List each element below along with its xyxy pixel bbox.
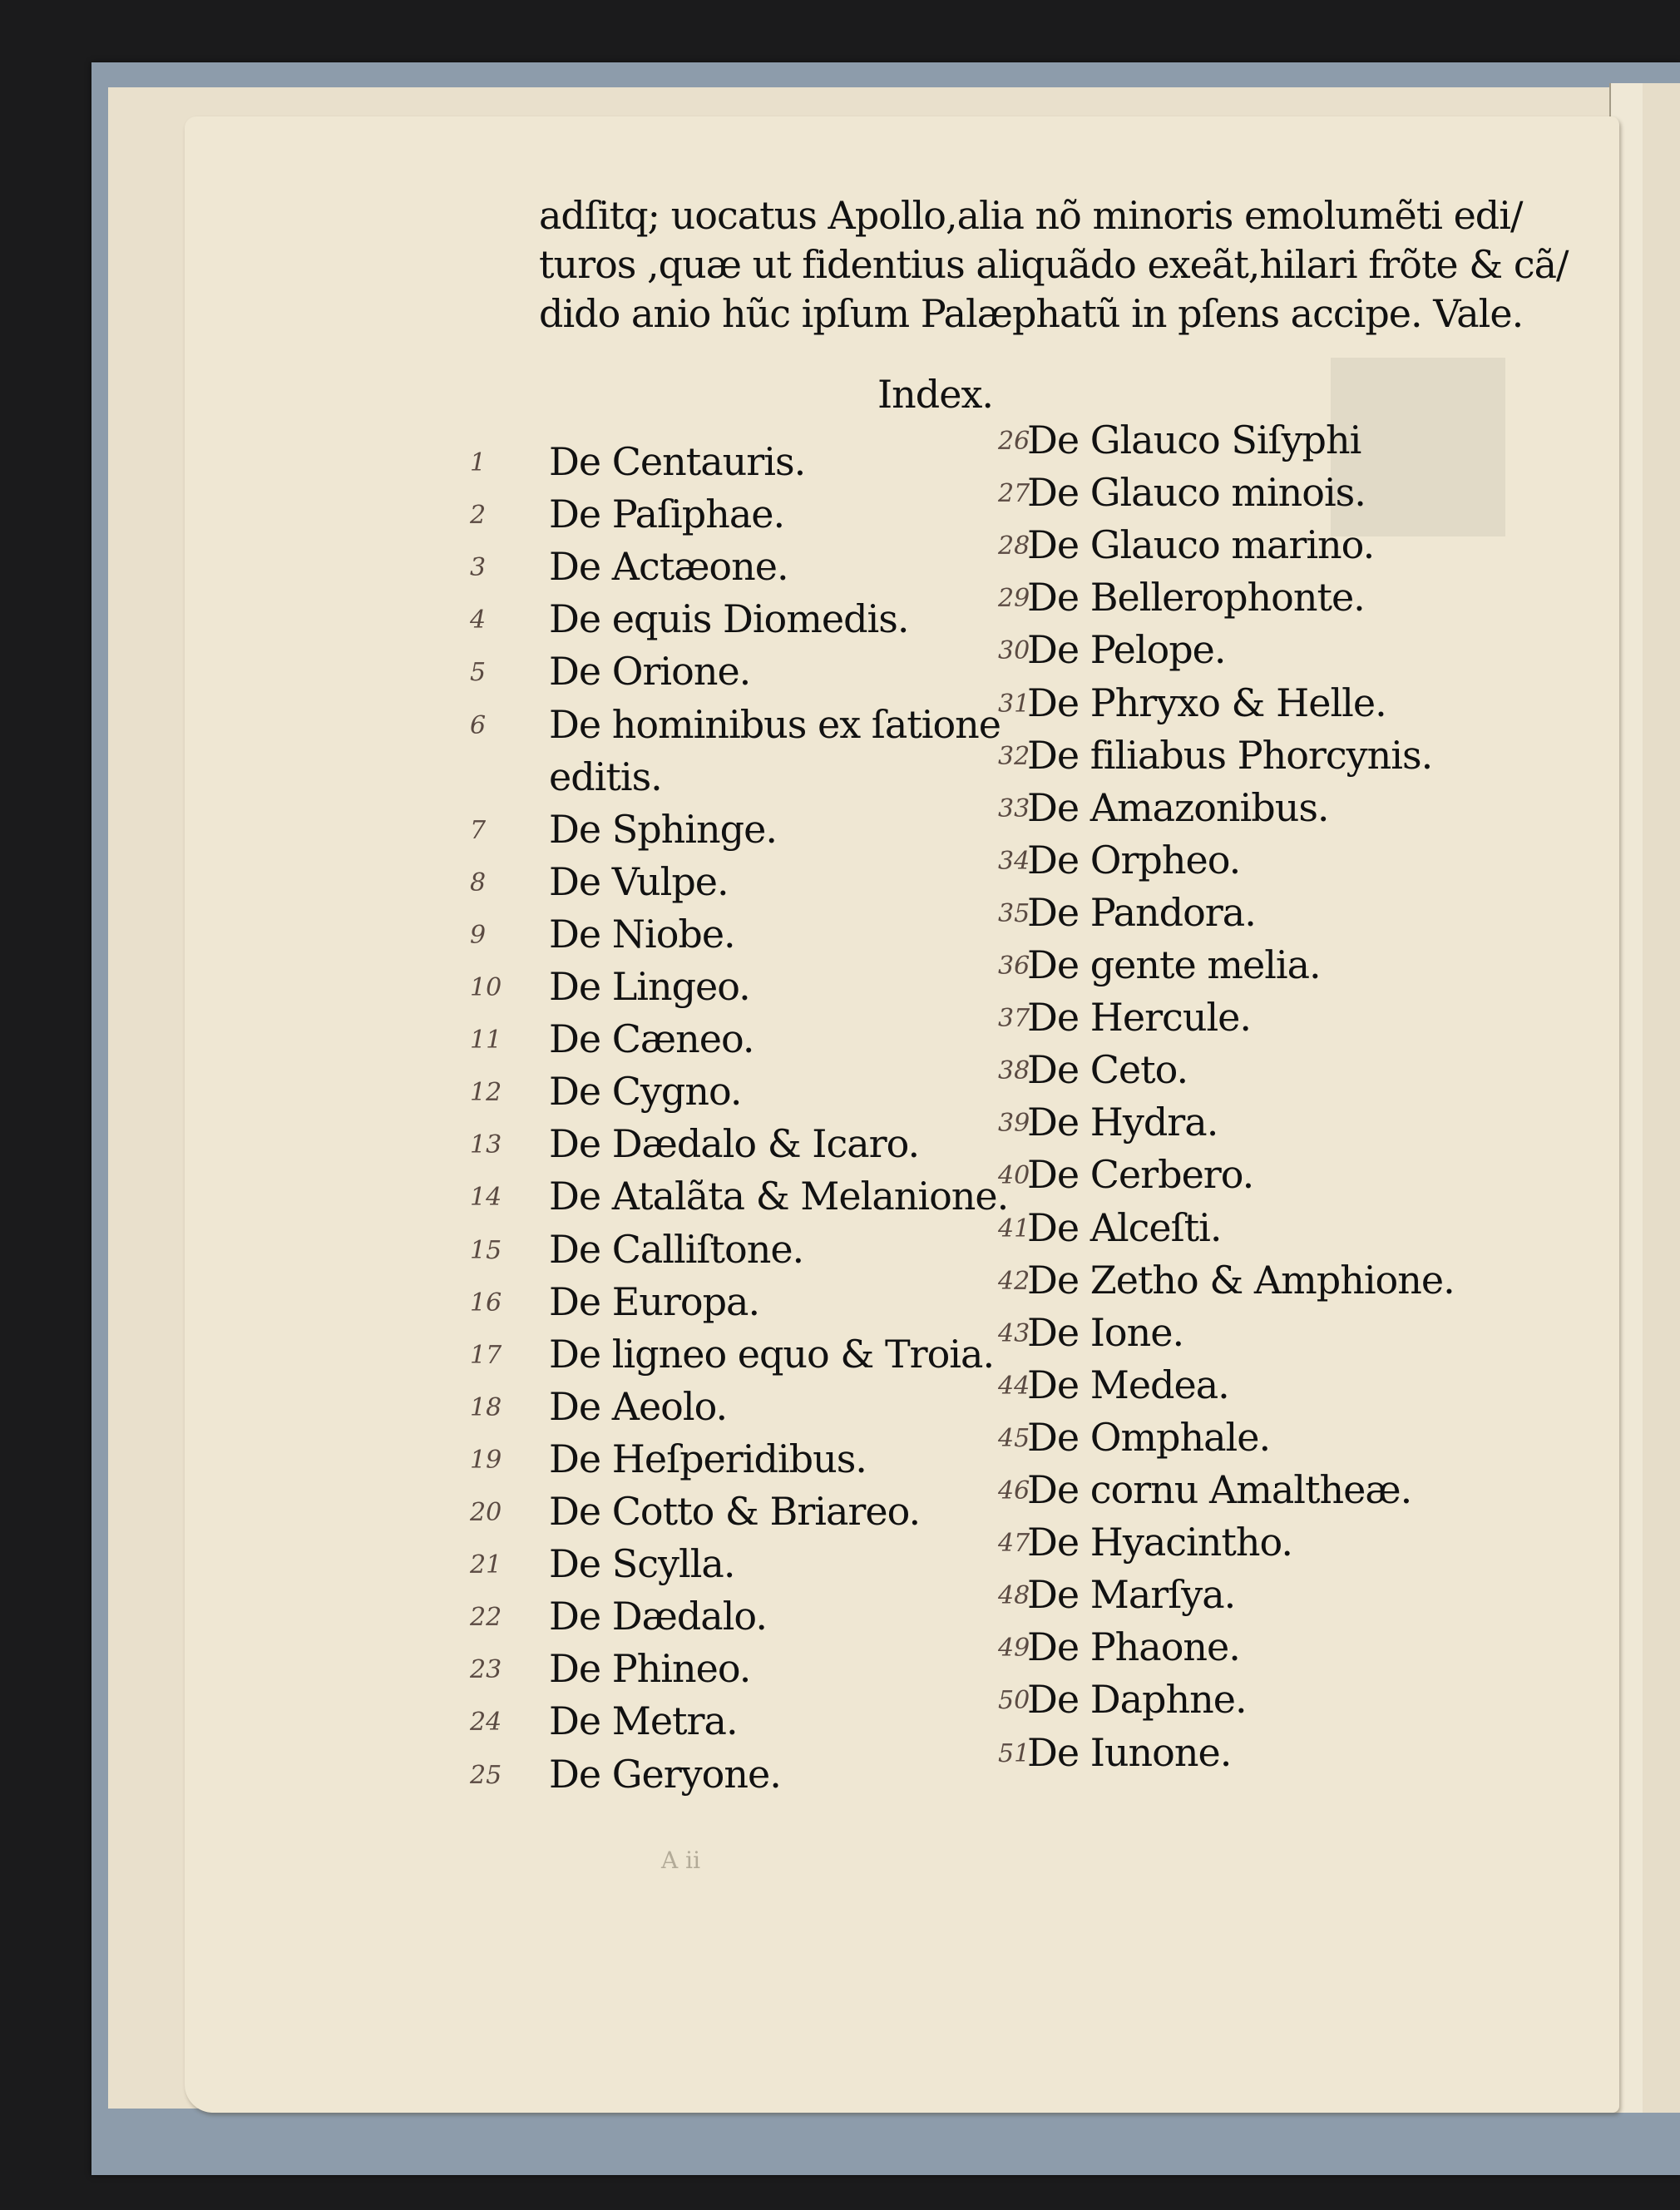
index-entry-number: 48	[998, 1581, 1030, 1611]
index-entry-number: 1	[470, 448, 487, 477]
index-entry-title: De Metra.	[549, 1698, 738, 1744]
index-entry-number: 21	[470, 1550, 502, 1580]
signature-mark: A ii	[661, 1847, 701, 1874]
index-entry-title: De Dædalo & Icaro.	[549, 1121, 920, 1167]
index-entry-number: 45	[998, 1423, 1030, 1453]
index-entry-title: De Cerbero.	[1027, 1152, 1254, 1198]
index-entry-title: De Pelope.	[1027, 627, 1226, 673]
index-entry-number: 41	[998, 1214, 1030, 1243]
index-entry-title: editis.	[549, 754, 662, 799]
index-entry-number: 30	[998, 636, 1030, 666]
index-entry-title: De equis Diomedis.	[549, 596, 909, 642]
index-entry-title: De filiabus Phorcynis.	[1027, 732, 1433, 778]
index-entry-title: De Daphne.	[1027, 1677, 1247, 1723]
index-entry-number: 5	[470, 658, 487, 688]
index-entry-title: De Niobe.	[549, 911, 735, 957]
index-entry-number: 14	[470, 1183, 502, 1213]
index-entry-number: 39	[998, 1109, 1030, 1139]
index-entry-title: De Hercule.	[1027, 995, 1251, 1041]
index-entry-title: De Orione.	[549, 649, 751, 695]
index-entry-number: 4	[470, 606, 487, 635]
index-entry-title: De hominibus ex ſatione	[549, 701, 1001, 747]
index-entry-title: De Atalãta & Melanione.	[549, 1174, 1009, 1219]
prose-line-3: dido anio hũc ipſum Palæphatũ in pſens accipe. Vale.	[539, 291, 1524, 336]
index-entry-number: 49	[998, 1634, 1030, 1664]
index-entry-number: 19	[470, 1445, 502, 1475]
index-entry-title: De Glauco marino.	[1027, 522, 1375, 568]
index-entry-number: 35	[998, 898, 1030, 928]
index-entry-number: 51	[998, 1738, 1030, 1768]
index-entry-title: De gente melia.	[1027, 942, 1321, 987]
index-entry-number: 29	[998, 584, 1030, 614]
index-entry-number: 50	[998, 1686, 1030, 1716]
index-entry-number: 22	[470, 1603, 502, 1633]
index-entry-number: 11	[470, 1026, 502, 1056]
index-entry-title: De Cotto & Briareo.	[549, 1489, 921, 1534]
index-entry-number: 43	[998, 1318, 1030, 1348]
index-entry-number: 15	[470, 1235, 502, 1265]
index-entry-number: 10	[470, 973, 502, 1002]
index-entry-title: De Vulpe.	[549, 858, 729, 904]
index-entry-number: 25	[470, 1760, 502, 1790]
dedication-text	[539, 191, 1569, 339]
index-entry-title: De Omphale.	[1027, 1414, 1271, 1460]
index-entry-number: 32	[998, 741, 1030, 771]
index-entry-number: 34	[998, 846, 1030, 876]
index-entry-title: De Calliſtone.	[549, 1226, 804, 1272]
index-entry-title: De Orpheo.	[1027, 837, 1241, 883]
index-entry-number: 40	[998, 1161, 1030, 1191]
index-entry-title: De Alceſti.	[1027, 1204, 1222, 1250]
index-entry-title: De Cæneo.	[549, 1016, 754, 1062]
index-entry-title: De Actæone.	[549, 544, 788, 590]
index-entry-number: 42	[998, 1266, 1030, 1296]
index-entry-title: De Phaone.	[1027, 1624, 1240, 1670]
index-entry-title: De Ione.	[1027, 1309, 1184, 1355]
index-entry-title: De Aeolo.	[549, 1383, 728, 1429]
index-entry-number: 46	[998, 1476, 1030, 1505]
facing-page-edge	[1643, 83, 1680, 2113]
index-entry-title: De Glauco Siſyphi	[1027, 418, 1361, 462]
index-entry-number: 20	[470, 1498, 502, 1527]
index-entry-number: 3	[470, 553, 487, 583]
index-entry-title: De Lingeo.	[549, 964, 750, 1009]
index-entry-number: 47	[998, 1529, 1030, 1559]
index-entry-number: 12	[470, 1078, 502, 1108]
index-entry-number: 16	[470, 1288, 502, 1318]
index-entry-title: De Sphinge.	[549, 806, 777, 852]
index-entry-number: 9	[470, 920, 487, 950]
index-entry-number: 28	[998, 531, 1030, 561]
index-entry-number: 17	[470, 1340, 502, 1370]
index-entry-number: 33	[998, 794, 1030, 823]
index-entry-number: 37	[998, 1004, 1030, 1034]
index-entry-number: 38	[998, 1056, 1030, 1086]
index-entry-title: De Pandora.	[1027, 889, 1256, 935]
index-entry-title: De Dædalo.	[549, 1594, 767, 1639]
index-entry-title: De Cygno.	[549, 1069, 742, 1115]
index-heading: Index.	[877, 372, 994, 417]
index-entry-title: De Zetho & Amphione.	[1027, 1257, 1455, 1303]
prose-line-1: adſitq; uocatus Apollo,alia nõ minoris emolumẽti edi/	[539, 193, 1523, 238]
index-entry-title: De Phineo.	[549, 1646, 751, 1692]
index-entry-title: De cornu Amaltheæ.	[1027, 1467, 1412, 1512]
index-entry-title: De Ceto.	[1027, 1047, 1188, 1093]
index-entry-title: De Scylla.	[549, 1541, 735, 1587]
prose-line-2: turos ,quæ ut fidentius aliquãdo exeãt,hilari frõte & cã/	[539, 242, 1569, 287]
index-entry-number: 44	[998, 1371, 1030, 1401]
index-entry-number: 18	[470, 1392, 502, 1422]
index-entry-title: De Centauris.	[549, 439, 806, 484]
index-entry-number: 24	[470, 1708, 502, 1738]
index-entry-number: 36	[998, 952, 1030, 981]
index-entry-title: De Iunone.	[1027, 1729, 1232, 1775]
index-entry-title: De Bellerophonte.	[1027, 575, 1365, 620]
index-entry-number: 2	[470, 501, 487, 531]
index-entry-title: De Europa.	[549, 1278, 760, 1324]
index-entry-number: 23	[470, 1655, 502, 1685]
index-entry-title: De ligneo equo & Troia.	[549, 1331, 995, 1377]
index-entry-title: De Heſperidibus.	[549, 1436, 867, 1481]
index-entry-title: De Paſiphae.	[549, 492, 785, 537]
index-entry-number: 13	[470, 1130, 502, 1160]
index-entry-title: De Hydra.	[1027, 1100, 1218, 1145]
index-entry-number: 6	[470, 710, 487, 740]
index-entry-number: 7	[470, 815, 487, 845]
index-entry-title: De Phryxo & Helle.	[1027, 680, 1386, 725]
index-entry-title: De Marſya.	[1027, 1572, 1236, 1618]
index-entry-number: 26	[998, 427, 1030, 456]
index-entry-number: 8	[470, 868, 487, 897]
index-entry-title: De Geryone.	[549, 1751, 781, 1797]
index-entry-number: 27	[998, 479, 1030, 509]
index-entry-title: De Hyacintho.	[1027, 1520, 1292, 1565]
index-entry-title: De Medea.	[1027, 1362, 1229, 1407]
index-entry-title: De Amazonibus.	[1027, 784, 1329, 830]
index-entry-title: De Glauco minois.	[1027, 470, 1366, 516]
index-entry-number: 31	[998, 689, 1030, 719]
